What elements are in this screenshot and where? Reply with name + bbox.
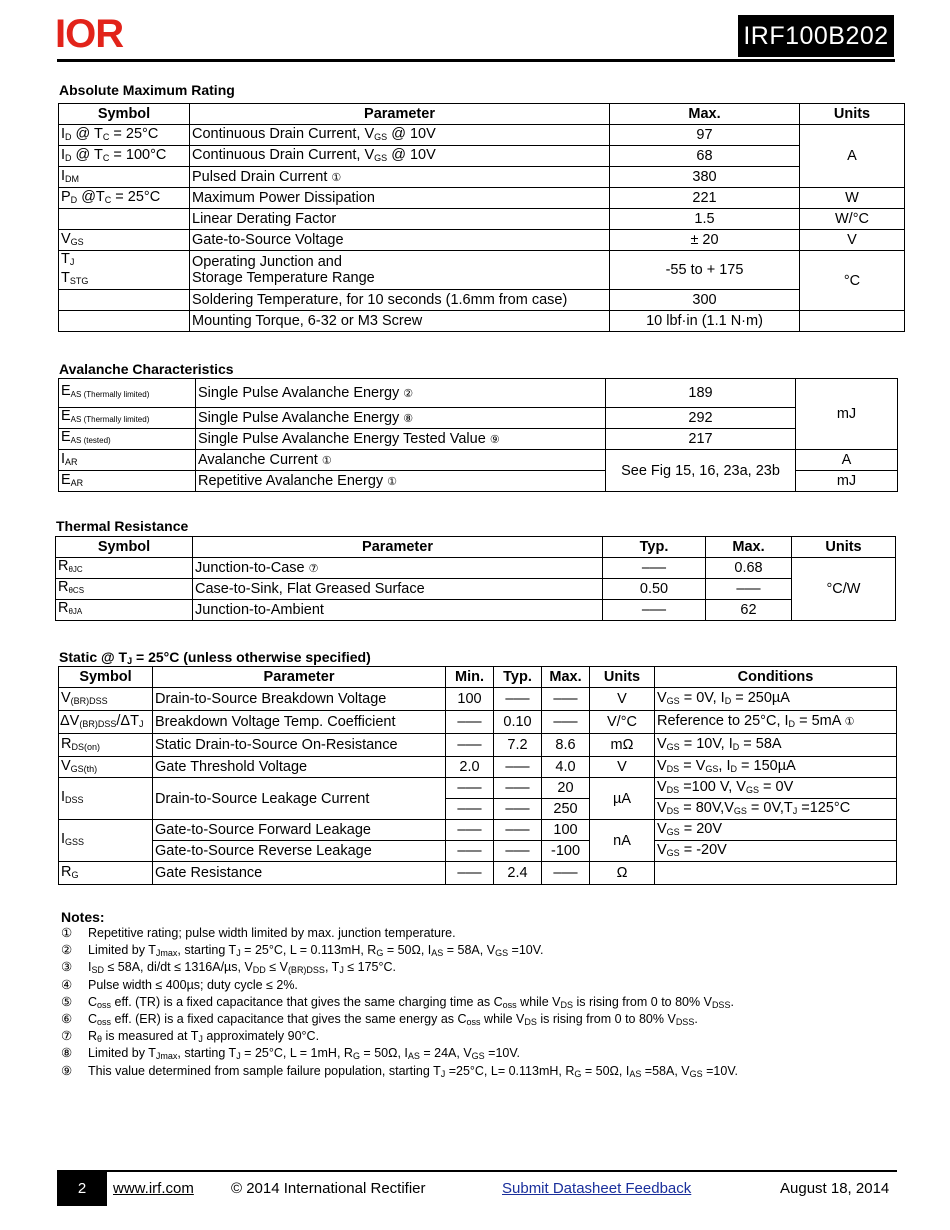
table-row <box>59 734 897 757</box>
logo-text: IOR <box>55 12 124 52</box>
symbol-cell: $E_{AS (tested)}$ <box>59 429 196 450</box>
table-header-row <box>59 667 897 688</box>
col-header: Max. <box>706 537 792 558</box>
note-item: ① Repetitive rating; pulse width limited by max. junction temperature. <box>61 926 456 940</box>
conditions-cell: $V_{GS} = 20V$ <box>655 820 897 841</box>
typ-cell: 0.50 <box>603 579 706 600</box>
abs-max-table <box>58 103 905 332</box>
note-item: ⑧ Limited by $T_{Jmax}$, starting $T_J = 25^\circ C$, L = 1mH, $R_G = 50\Omega$, $I_{AS} = 24A$, $V_{GS} =10V$. <box>61 1046 521 1062</box>
symbol-cell: $R_{DS(on)}$ <box>59 734 153 757</box>
units-cell: V/°C <box>590 711 655 734</box>
note-item: ⑥ $C_{oss}$ eff. (ER) is a fixed capacitance that gives the same energy as $C_{oss}$ while $V_{DS}$ is rising from 0 to 80% $V_{DSS}$. <box>61 1011 698 1027</box>
param-cell: Continuous Drain Current, $V_{GS}$ @ 10V <box>190 146 610 167</box>
table-row <box>59 167 905 188</box>
table-row <box>59 757 897 778</box>
table-row <box>59 311 905 332</box>
param-cell: Pulsed Drain Current ① <box>190 167 610 188</box>
typ-cell: ––– <box>494 688 542 711</box>
conditions-cell: $V_{DS} =100$ V, $V_{GS} = 0V$ <box>655 778 897 799</box>
param-cell: Avalanche Current ① <box>196 450 606 471</box>
max-cell: 10 lbf·in (1.1 N·m) <box>610 311 800 332</box>
param-cell: Mounting Torque, 6-32 or M3 Screw <box>190 311 610 332</box>
units-cell: nA <box>590 820 655 862</box>
max-cell: ––– <box>706 579 792 600</box>
max-cell: 62 <box>706 600 792 621</box>
param-cell: Junction-to-Ambient <box>193 600 603 621</box>
typ-cell: ––– <box>603 600 706 621</box>
note-item: ⑨ This value determined from sample failure population, starting $T_J =25^\circ C$, L= 0.113mH, $R_G = 50\Omega$, $I_{AS} =58A$, $V_{GS} =10V$. <box>61 1063 738 1079</box>
max-cell: 97 <box>610 125 800 146</box>
notes-section <box>61 909 738 1080</box>
table-row <box>59 841 897 862</box>
symbol-cell: $E_{AR}$ <box>59 471 196 492</box>
units-cell: V <box>590 688 655 711</box>
symbol-cell: $E_{AS (Thermally limited)}$ <box>59 408 196 429</box>
param-cell: Soldering Temperature, for 10 seconds (1.6mm from case) <box>190 290 610 311</box>
max-cell: 100 <box>542 820 590 841</box>
param-cell: Single Pulse Avalanche Energy ⑧ <box>196 408 606 429</box>
table-row <box>59 379 898 408</box>
thermal-table <box>55 536 896 621</box>
param-cell: Drain-to-Source Leakage Current <box>153 778 446 820</box>
see-fig-cell: See Fig 15, 16, 23a, 23b <box>606 450 796 492</box>
date: August 18, 2014 <box>780 1180 890 1197</box>
copyright: © 2014 International Rectifier <box>231 1180 426 1197</box>
note-item: ③ $I_{SD} \le 58A$, di/dt ≤ 1316A/µs, $V_{DD} \le V_{(BR)DSS}$, $T_J \le 175^\circ C$. <box>61 960 396 976</box>
table-row <box>59 209 905 230</box>
units-cell: A <box>796 450 898 471</box>
min-cell: ––– <box>446 862 494 885</box>
max-cell: 221 <box>610 188 800 209</box>
units-cell: mΩ <box>590 734 655 757</box>
conditions-cell: Reference to 25°C, $I_D = 5mA$ ① <box>655 711 897 734</box>
value-cell: 217 <box>606 429 796 450</box>
symbol-cell: $V_{GS}$ <box>59 230 190 251</box>
table-row <box>56 600 896 621</box>
table-row <box>59 450 898 471</box>
min-cell: 2.0 <box>446 757 494 778</box>
max-cell: 250 <box>542 799 590 820</box>
param-cell: Gate Threshold Voltage <box>153 757 446 778</box>
param-cell: Breakdown Voltage Temp. Coefficient <box>153 711 446 734</box>
symbol-cell: $I_{DM}$ <box>59 167 190 188</box>
units-cell: A <box>800 125 905 188</box>
symbol-cell: $\Delta V_{(BR)DSS}/\Delta T_J$ <box>59 711 153 734</box>
col-header: Units <box>792 537 896 558</box>
col-header: Parameter <box>153 667 446 688</box>
typ-cell: ––– <box>494 820 542 841</box>
min-cell: ––– <box>446 711 494 734</box>
thermal-title: Thermal Resistance <box>56 518 189 534</box>
symbol-cell <box>59 209 190 230</box>
table-row <box>59 688 897 711</box>
conditions-cell: $V_{GS} = -20V$ <box>655 841 897 862</box>
col-header: Symbol <box>56 537 193 558</box>
table-row <box>59 408 898 429</box>
conditions-cell: $V_{GS} = 10V$, $I_D = 58A$ <box>655 734 897 757</box>
symbol-cell: $R_{\theta JC}$ <box>56 558 193 579</box>
table-row <box>59 711 897 734</box>
table-row <box>59 188 905 209</box>
col-header: Typ. <box>603 537 706 558</box>
col-header: Symbol <box>59 667 153 688</box>
symbol-cell: $I_D$ @ $T_C = 25^\circ C$ <box>59 125 190 146</box>
typ-cell: ––– <box>603 558 706 579</box>
param-cell: Junction-to-Case ⑦ <box>193 558 603 579</box>
typ-cell: ––– <box>494 757 542 778</box>
units-cell: V <box>800 230 905 251</box>
symbol-cell: $V_{(BR)DSS}$ <box>59 688 153 711</box>
symbol-cell: $R_G$ <box>59 862 153 885</box>
param-cell: Operating Junction and Storage Temperature Range <box>190 251 610 290</box>
col-header: Parameter <box>190 104 610 125</box>
units-cell: °C/W <box>792 558 896 621</box>
website-link[interactable]: www.irf.com <box>113 1180 194 1197</box>
param-cell: Static Drain-to-Source On-Resistance <box>153 734 446 757</box>
units-cell: Ω <box>590 862 655 885</box>
symbol-cell: $P_D$ $@T_C = 25^\circ C$ <box>59 188 190 209</box>
symbol-cell <box>59 290 190 311</box>
typ-cell: 7.2 <box>494 734 542 757</box>
table-row <box>59 862 897 885</box>
max-cell: 380 <box>610 167 800 188</box>
symbol-cell: $I_{GSS}$ <box>59 820 153 862</box>
abs-max-title: Absolute Maximum Rating <box>59 82 235 98</box>
col-header: Max. <box>610 104 800 125</box>
static-table <box>58 666 897 885</box>
max-cell: ––– <box>542 862 590 885</box>
page-number: 2 <box>57 1172 107 1206</box>
table-row <box>59 429 898 450</box>
footer-rule <box>57 1170 897 1172</box>
table-row <box>56 579 896 600</box>
units-cell <box>800 311 905 332</box>
param-cell: Gate-to-Source Forward Leakage <box>153 820 446 841</box>
max-cell: 300 <box>610 290 800 311</box>
max-cell: ± 20 <box>610 230 800 251</box>
units-cell: W/°C <box>800 209 905 230</box>
avalanche-title: Avalanche Characteristics <box>59 361 234 377</box>
max-cell: -55 to + 175 <box>610 251 800 290</box>
param-cell: Case-to-Sink, Flat Greased Surface <box>193 579 603 600</box>
table-header-row <box>56 537 896 558</box>
param-cell: Drain-to-Source Breakdown Voltage <box>153 688 446 711</box>
conditions-cell: $V_{DS} = 80V,V_{GS} = 0V,T_J =125^\circ C$ <box>655 799 897 820</box>
symbol-cell <box>59 311 190 332</box>
typ-cell: ––– <box>494 841 542 862</box>
param-cell: Gate Resistance <box>153 862 446 885</box>
symbol-cell: $V_{GS(th)}$ <box>59 757 153 778</box>
min-cell: ––– <box>446 820 494 841</box>
units-cell: °C <box>800 251 905 311</box>
typ-cell: 2.4 <box>494 862 542 885</box>
col-header: Typ. <box>494 667 542 688</box>
units-cell: W <box>800 188 905 209</box>
part-number: IRF100B202 <box>738 15 894 57</box>
min-cell: 100 <box>446 688 494 711</box>
avalanche-table <box>58 378 898 492</box>
param-cell: Gate-to-Source Reverse Leakage <box>153 841 446 862</box>
note-item: ⑦ $R_\theta$ is measured at $T_J$ approximately 90°C. <box>61 1029 320 1045</box>
max-cell: ––– <box>542 688 590 711</box>
param-cell: Repetitive Avalanche Energy ① <box>196 471 606 492</box>
note-item: ② Limited by $T_{Jmax}$, starting $T_J = 25^\circ C$, L = 0.113mH, $R_G = 50\Omega$, $I_{AS} = 58A$, $V_{GS} =10V$. <box>61 943 544 959</box>
table-row <box>59 820 897 841</box>
param-cell: Continuous Drain Current, $V_{GS}$ @ 10V <box>190 125 610 146</box>
param-cell: Linear Derating Factor <box>190 209 610 230</box>
note-item: ④ Pulse width ≤ 400µs; duty cycle ≤ 2%. <box>61 977 298 992</box>
min-cell: ––– <box>446 841 494 862</box>
conditions-cell: $V_{GS} = 0V$, $I_D = 250\mu A$ <box>655 688 897 711</box>
table-row <box>59 290 905 311</box>
col-header: Units <box>590 667 655 688</box>
note-item: ⑤ $C_{oss}$ eff. (TR) is a fixed capacitance that gives the same charging time as $C_{oss}$ while $V_{DS}$ is rising from 0 to 80% $V_{DSS}$. <box>61 994 734 1010</box>
max-cell: 68 <box>610 146 800 167</box>
max-cell: -100 <box>542 841 590 862</box>
header-rule <box>57 59 895 62</box>
table-header-row <box>59 104 905 125</box>
value-cell: 189 <box>606 379 796 408</box>
typ-cell: ––– <box>494 799 542 820</box>
col-header: Parameter <box>193 537 603 558</box>
symbol-cell: $R_{\theta JA}$ <box>56 600 193 621</box>
col-header: Units <box>800 104 905 125</box>
conditions-cell <box>655 862 897 885</box>
units-cell: V <box>590 757 655 778</box>
max-cell: ––– <box>542 711 590 734</box>
table-row <box>59 146 905 167</box>
static-title: Static @ $T_J = 25^\circ C$ (unless otherwise specified) <box>59 649 371 666</box>
symbol-cell: $T_J$ $T_{STG}$ <box>59 251 190 290</box>
min-cell: ––– <box>446 778 494 799</box>
feedback-link[interactable]: Submit Datasheet Feedback <box>502 1180 692 1197</box>
units-cell: mJ <box>796 379 898 450</box>
ior-logo <box>55 12 155 52</box>
param-cell: Single Pulse Avalanche Energy ② <box>196 379 606 408</box>
max-cell: 0.68 <box>706 558 792 579</box>
symbol-cell: $I_{DSS}$ <box>59 778 153 820</box>
max-cell: 8.6 <box>542 734 590 757</box>
table-row <box>59 125 905 146</box>
typ-cell: 0.10 <box>494 711 542 734</box>
symbol-cell: $R_{\theta CS}$ <box>56 579 193 600</box>
typ-cell: ––– <box>494 778 542 799</box>
conditions-cell: $V_{DS} = V_{GS}$, $I_D = 150\mu A$ <box>655 757 897 778</box>
notes-title: Notes: <box>61 909 105 925</box>
units-cell: mJ <box>796 471 898 492</box>
max-cell: 1.5 <box>610 209 800 230</box>
param-cell: Single Pulse Avalanche Energy Tested Value ⑨ <box>196 429 606 450</box>
col-header: Max. <box>542 667 590 688</box>
symbol-cell: $I_{AR}$ <box>59 450 196 471</box>
col-header: Conditions <box>655 667 897 688</box>
table-row <box>59 778 897 799</box>
table-row <box>56 558 896 579</box>
max-cell: 20 <box>542 778 590 799</box>
param-cell: Maximum Power Dissipation <box>190 188 610 209</box>
min-cell: ––– <box>446 799 494 820</box>
col-header: Min. <box>446 667 494 688</box>
min-cell: ––– <box>446 734 494 757</box>
table-row <box>59 251 905 290</box>
units-cell: µA <box>590 778 655 820</box>
symbol-cell: $I_D$ @ $T_C = 100^\circ C$ <box>59 146 190 167</box>
value-cell: 292 <box>606 408 796 429</box>
col-header: Symbol <box>59 104 190 125</box>
param-cell: Gate-to-Source Voltage <box>190 230 610 251</box>
table-row <box>59 230 905 251</box>
max-cell: 4.0 <box>542 757 590 778</box>
symbol-cell: $E_{AS (Thermally limited)}$ <box>59 379 196 408</box>
